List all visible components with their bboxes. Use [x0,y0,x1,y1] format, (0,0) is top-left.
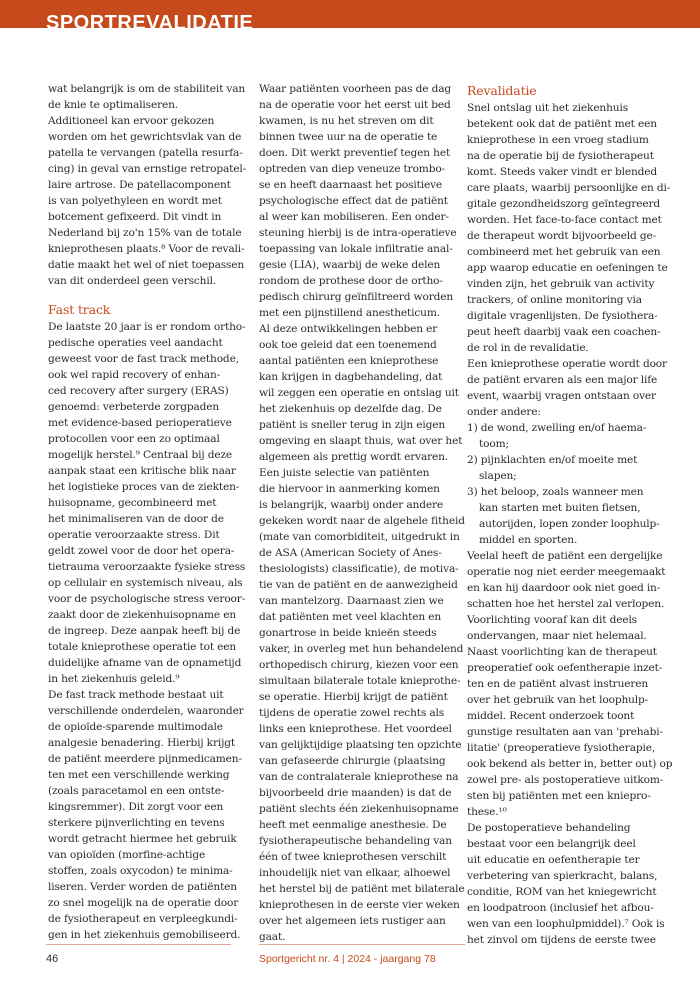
text-line: app waarop educatie en oefeningen te [467,262,668,274]
text-line: thesiologists) classificatie), de motiva- [259,563,459,575]
text-line: gen in het ziekenhuis gemobiliseerd. [48,929,241,941]
text-line: laire artrose. De patellacomponent [48,179,231,191]
text-line: betekent ook dat de patiënt met een [467,118,657,130]
text-line: van de contralaterale knieprothese na [259,771,459,783]
text-line: De postoperatieve behandeling [467,822,631,834]
text-line: links een knieprothese. Het voordeel [259,723,452,735]
text-line: kan starten met buiten fietsen, [479,502,641,514]
text-line: het minimaliseren van de door de [48,513,224,525]
text-line: totale knieprothese operatie tot een [48,641,237,653]
text-line: ten en de patiënt alvast instrueren [467,678,649,690]
text-line: ondervangen, maar niet helemaal. [467,630,647,642]
text-line: cing) in geval van ernstige retropatel- [48,163,247,175]
text-line: liseren. Verder worden de patiënten [48,881,237,893]
text-line: van mantelzorg. Daarnaast zien we [259,595,444,607]
text-line: knieprothesen plaats.⁸ Voor de revali- [48,243,245,255]
text-line: event, waarbij vragen ontstaan over [467,390,656,402]
text-line: worden. Het face-to-face contact met [467,214,662,226]
text-line: gonartrose in beide knieën steeds [259,627,437,639]
text-line: knieprothesen in de eerste vier weken [259,899,460,911]
text-line: is belangrijk, waarbij onder andere [259,499,443,511]
text-line: pedische operaties veel aandacht [48,337,223,349]
text-line: wen van een loophulpmiddel).⁷ Ook is [467,918,665,930]
footer-divider-left [46,944,231,945]
text-line: zaakt door de ziekenhuisopname en [48,609,236,621]
text-line: trackers, of online monitoring via [467,294,642,306]
text-line: algemeen als prettig wordt ervaren. [259,451,449,463]
text-line: Een juiste selectie van patiënten [259,467,430,479]
text-line: steuning hierbij is de intra-operatieve [259,227,457,239]
text-line: datie maakt het wel of niet toepassen [48,259,245,271]
section-heading: Fast track [48,302,111,317]
text-line: de ASA (American Society of Anes- [259,547,442,559]
text-line: aanpak staat een kritische blik naar [48,465,236,477]
text-line: ced recovery after surgery (ERAS) [48,385,229,397]
text-line: geldt zowel voor de door het opera- [48,545,235,557]
text-line: conditie, ROM van het kniegewricht [467,886,657,898]
text-line: (zoals paracetamol en een ontste- [48,785,225,797]
text-line: vinden zijn, het gebruik van activity [467,278,655,290]
text-line: simultaan bilaterale totale knieprothe- [259,675,461,687]
text-line: de fysiotherapeut en verpleegkundi- [48,913,238,925]
text-line: met een pijnstillend anestheticum. [259,307,440,319]
text-line: het ziekenhuis op dezelfde dag. De [259,403,442,415]
text-line: in het ziekenhuis geleid.⁹ [48,673,180,685]
text-line: op cellulair en systemisch niveau, als [48,577,243,589]
text-line: Voorlichting vooraf kan dit deels [467,614,637,626]
text-line: één of twee knieprothesen verschilt [259,851,447,863]
text-line: tietrauma veroorzaakte fysieke stress [48,561,246,573]
text-line: bijvoorbeeld drie maanden) is dat de [259,787,452,799]
text-line: van gelijktijdige plaatsing ten opzichte [259,739,462,751]
text-line: mogelijk herstel.⁹ Centraal bij deze [48,449,233,461]
text-line: preoperatief ook oefentherapie inzet- [467,662,663,674]
text-line: patiënt slechts één ziekenhuisopname [259,803,459,815]
text-line: omgeving en slaapt thuis, wat over het [259,435,463,447]
text-line: voor de psychologische stress veroor- [48,593,246,605]
text-line: se operatie. Hierbij krijgt de patiënt [259,691,448,703]
text-line: bestaat voor een belangrijk deel [467,838,636,850]
text-line: aantal patiënten een knieprothese [259,355,439,367]
text-line: het logistieke proces van de ziekten- [48,481,240,493]
text-line: komt. Steeds vaker vindt er blended [467,166,658,178]
text-line: kwamen, is nu het streven om dit [259,115,434,127]
text-column-1 [48,81,247,943]
text-line: ook toe geleid dat een toenemend [259,339,437,351]
text-line: Nederland bij zo'n 15% van de totale [48,227,242,239]
text-line: Naast voorlichting kan de therapeut [467,646,657,658]
text-line: operatie nog niet eerder meegemaakt [467,566,666,578]
text-line: wat belangrijk is om de stabiliteit van [48,83,246,95]
text-line: geweest voor de fast track methode, [48,353,239,365]
text-line: Veelal heeft de patiënt een dergelijke [467,550,663,562]
text-line: de therapeut wordt bijvoorbeeld ge- [467,230,657,242]
text-line: na de operatie bij de fysiotherapeut [467,150,654,162]
text-line: gaat. [259,931,286,943]
text-line: de ingreep. Deze aanpak heeft bij de [48,625,241,637]
text-line: is van polyethyleen en wordt met [48,195,222,207]
text-line: en kan hij daardoor ook niet goed in- [467,582,661,594]
text-line: uit educatie en oefentherapie ter [467,854,640,866]
text-line: heeft met eenmalige anesthesie. De [259,819,447,831]
text-line: gesie (LIA), waarbij de weke delen [259,259,441,271]
text-line: Additioneel kan ervoor gekozen [48,115,215,127]
text-line: fysiotherapeutische behandeling van [259,835,452,847]
text-line: se en heeft daarnaast het positieve [259,179,443,191]
text-line: pedisch chirurg geïnfiltreerd worden [259,291,454,303]
text-line: sterkere pijnverlichting en tevens [48,817,225,829]
text-line: slapen; [479,470,517,482]
text-line: Een knieprothese operatie wordt door [467,358,667,370]
page-number: 46 [46,953,59,965]
text-line: care plaats, waarbij persoonlijke en di- [467,182,671,194]
text-line: van dit onderdeel geen verschil. [48,275,217,287]
text-line: gitale gezondheidszorg geïntegreerd [467,198,661,210]
text-line: Al deze ontwikkelingen hebben er [259,323,438,335]
text-line: middel en sporten. [479,534,578,546]
text-line: wordt getracht hiermee het gebruik [48,833,237,845]
text-line: psychologische effect dat de patiënt [259,195,448,207]
text-line: kan krijgen in dagbehandeling, dat [259,371,443,383]
text-line: orthopedisch chirurg, kiezen voor een [259,659,459,671]
text-line: de rol in de revalidatie. [467,342,589,354]
journal-info: Sportgericht nr. 4 | 2024 - jaargang 78 [259,953,436,965]
text-line: de patiënt meerdere pijnmedicamen- [48,753,242,765]
section-title: SPORTREVALIDATIE [46,13,254,28]
text-line: de opioïde-sparende multimodale [48,721,223,733]
text-line: al weer kan mobiliseren. Een onder- [259,211,449,223]
footer-divider-middle [259,944,465,945]
text-line: De laatste 20 jaar is er rondom ortho- [48,321,246,333]
text-line: middel. Recent onderzoek toont [467,710,635,722]
text-line: van gefaseerde chirurgie (plaatsing [259,755,446,767]
text-line: ten met een verschillende werking [48,769,230,781]
text-line: wil zeggen een operatie en ontslag uit [259,387,459,399]
text-line: de patiënt ervaren als een major life [467,374,658,386]
text-line: schatten hoe het herstel zal verlopen. [467,598,665,610]
text-line: Waar patiënten voorheen pas de dag [259,83,452,95]
text-line: gekeken wordt naar de algehele fitheid [259,515,465,527]
text-line: na de operatie voor het eerst uit bed [259,99,451,111]
paragraph-gap [48,289,237,300]
text-line: protocollen voor een zo optimaal [48,433,220,445]
text-line: doen. Dit werkt preventief tegen het [259,147,451,159]
text-line: zo snel mogelijk na de operatie door [48,897,239,909]
text-line: inhoudelijk niet van elkaar, alhoewel [259,867,451,879]
text-line: patiënt is sneller terug in zijn eigen [259,419,446,431]
text-line: kingsremmer). Dit zorgt voor een [48,801,224,813]
text-line: ook wel rapid recovery of enhan- [48,369,221,381]
text-line: combineerd met het gebruik van een [467,246,661,258]
text-line: huisopname, gecombineerd met [48,497,217,509]
text-line: operatie veroorzaakte stress. Dit [48,529,220,541]
text-line: de knie te optimaliseren. [48,99,179,111]
text-line: onder andere: [467,406,541,418]
text-line: dat patiënten met veel klachten en [259,611,442,623]
text-line: knieprothese in een vroeg stadium [467,134,649,146]
text-line: digitale vragenlijsten. De fysiothera- [467,310,658,322]
text-line: over het algemeen iets rustiger aan [259,915,446,927]
text-line: zowel pre- als postoperatieve uitkom- [467,774,664,786]
text-line: optreden van diep veneuze trombo- [259,163,445,175]
text-line: het zinvol om tijdens de eerste twee [467,934,656,946]
text-line: verbetering van spierkracht, balans, [467,870,658,882]
text-line: over het gebruik van het loophulp- [467,694,649,706]
text-line: binnen twee uur na de operatie te [259,131,438,143]
text-line: gunstige resultaten aan van 'prehabi- [467,726,663,738]
text-line: die hiervoor in aanmerking komen [259,483,440,495]
text-line: peut heeft daarbij vaak een coachen- [467,326,661,338]
text-line: botcement gefixeerd. Dit vindt in [48,211,222,223]
text-line: rondom de prothese door de ortho- [259,275,443,287]
text-line: tie van de patiënt en de aanwezigheid [259,579,458,591]
text-line: stoffen, zoals oxycodon) te minima- [48,865,233,877]
text-line: met evidence-based perioperatieve [48,417,232,429]
text-line: vaker, in overleg met hun behandelend [259,643,464,655]
text-line: these.¹⁰ [467,806,507,818]
text-line: ook bekend als better in, better out) op [467,758,673,770]
text-line: en loodpatroon (inclusief het afbou- [467,902,654,914]
text-line: 1) de wond, zwelling en/of haema- [467,422,647,434]
text-line: patella te vervangen (patella resurfa- [48,147,243,159]
text-line: (mate van comorbiditeit, uitgedrukt in [259,531,460,543]
text-line: Snel ontslag uit het ziekenhuis [467,102,628,114]
text-line: genoemd: verbeterde zorgpaden [48,401,220,413]
section-heading: Revalidatie [467,83,537,98]
text-line: De fast track methode bestaat uit [48,689,224,701]
text-line: van opioïden (morfine-achtige [48,849,206,861]
text-line: worden om het gewrichtsvlak van de [48,131,242,143]
text-line: 3) het beloop, zoals wanneer men [467,486,644,498]
text-line: verschillende onderdelen, waaronder [48,705,244,717]
text-line: litatie' (preoperatieve fysiotherapie, [467,742,656,754]
text-line: toepassing van lokale infiltratie anal- [259,243,453,255]
text-column-3 [467,81,673,948]
text-column-2 [259,81,465,945]
text-line: 2) pijnklachten en/of moeite met [467,454,638,466]
text-line: duidelijke afname van de opnametijd [48,657,242,669]
text-line: toom; [479,438,509,450]
text-line: het herstel bij de patiënt met bilaterale [259,883,465,895]
text-line: autorijden, lopen zonder loophulp- [479,518,660,530]
text-line: analgesie benadering. Hierbij krijgt [48,737,235,749]
text-line: sten bij patiënten met een kniepro- [467,790,651,802]
text-line: tijdens de operatie zowel rechts als [259,707,445,719]
